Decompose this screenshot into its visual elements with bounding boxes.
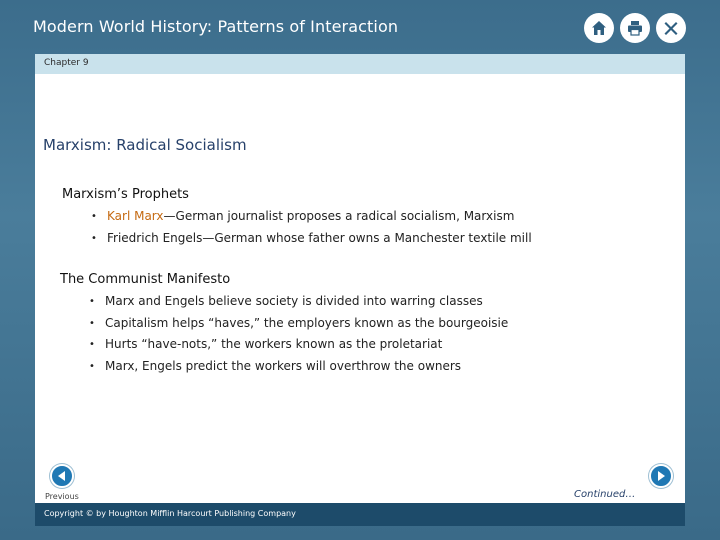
print-icon	[626, 19, 644, 37]
home-button[interactable]	[584, 13, 614, 43]
bullet-icon: •	[89, 360, 95, 372]
list-item	[89, 334, 508, 356]
arrow-left-icon	[56, 470, 68, 482]
bullet-icon: •	[89, 296, 95, 307]
previous-label[interactable]: Previous	[45, 492, 79, 501]
print-button[interactable]	[620, 13, 650, 43]
bullet-icon: •	[91, 232, 97, 244]
list-item	[91, 206, 532, 228]
slide-title: Marxism: Radical Socialism	[43, 136, 247, 154]
bullet-icon: •	[89, 317, 95, 329]
bullet-list	[89, 291, 508, 377]
section-heading: The Communist Manifesto	[60, 272, 231, 287]
list-item	[89, 291, 508, 313]
list-item	[89, 356, 508, 378]
bullet-text: Capitalism helps “haves,” the employers known as the bourgeoisie	[105, 315, 509, 330]
bullet-text: Hurts “have-nots,” the workers known as the proletariat	[105, 337, 443, 351]
app-title: Modern World History: Patterns of Interaction	[33, 17, 399, 36]
copyright-text: Copyright © by Houghton Mifflin Harcourt Publishing Company	[44, 509, 296, 518]
next-button[interactable]	[649, 464, 673, 488]
highlight-term: Karl Marx	[107, 209, 164, 223]
list-item	[91, 228, 532, 250]
home-icon	[590, 19, 608, 37]
toolbar	[584, 13, 686, 43]
section-heading: Marxism’s Prophets	[62, 187, 189, 202]
continued-label: Continued…	[574, 489, 636, 500]
slide-content	[35, 74, 685, 503]
bullet-icon: •	[91, 211, 97, 222]
arrow-right-icon	[655, 470, 667, 482]
close-button[interactable]	[656, 13, 686, 43]
bullet-text: —German journalist proposes a radical socialism, Marxism	[163, 209, 515, 223]
bullet-text: Marx and Engels believe society is divided into warring classes	[105, 294, 483, 308]
chapter-label: Chapter 9	[44, 58, 89, 68]
previous-button[interactable]	[50, 464, 74, 488]
bullet-icon: •	[89, 339, 95, 350]
bullet-list	[91, 206, 532, 249]
close-icon	[662, 19, 680, 37]
next-label[interactable]: Next	[652, 491, 671, 500]
bullet-text: Friedrich Engels—German whose father owns a Manchester textile mill	[107, 230, 532, 245]
bullet-text: Marx, Engels predict the workers will overthrow the owners	[105, 358, 462, 373]
list-item	[89, 313, 508, 335]
chapter-bar	[35, 54, 685, 74]
footer-bar	[35, 503, 685, 526]
